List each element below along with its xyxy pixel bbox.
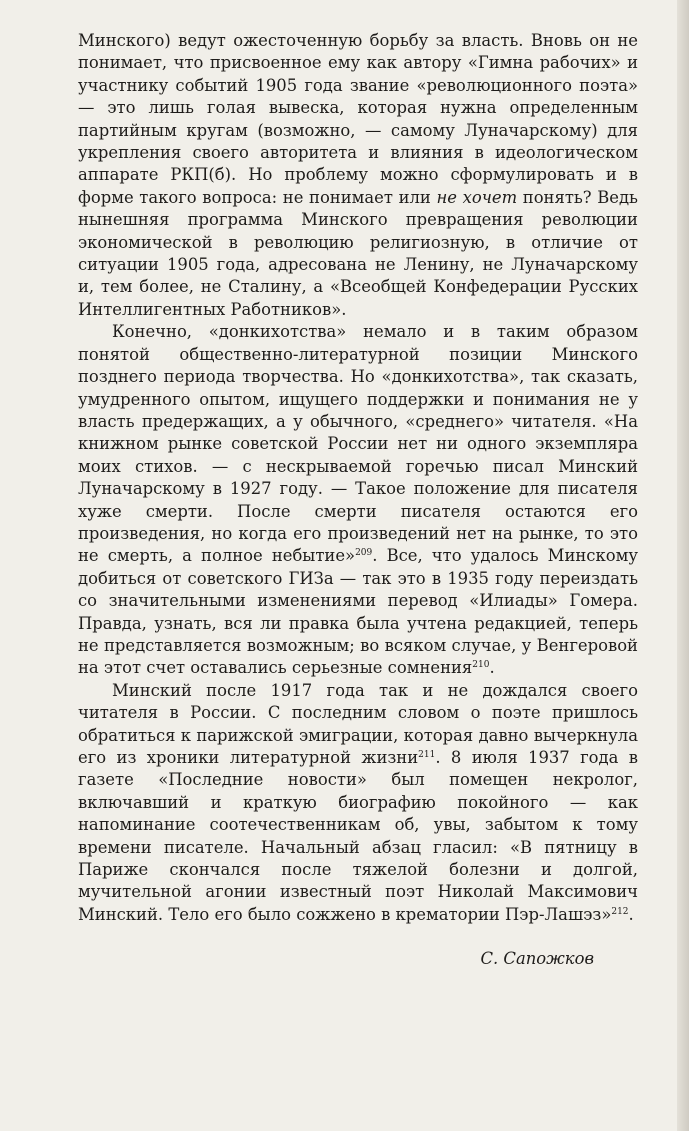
footnote-ref-211[interactable]: 211 <box>418 750 436 760</box>
text-run: Минский после 1917 года так и не дождался своего читателя в России. С последним словом о поэте пришлось обратиться к парижской эмиграции, которая давно вычеркнула его из хроники литературной жизни <box>78 680 638 767</box>
footnote-ref-212[interactable]: 212 <box>611 906 629 917</box>
page-edge <box>677 0 689 1131</box>
article-body <box>78 30 638 970</box>
text-run: . 8 июля 1937 года в газете «Последние новости» был помещен некролог, включавший и краткую биографию покойного — как напоминание соотечественникам об, увы, забытом к тому времени писателе. Начальный абзац гласил: «В пятницу в Париже скончался после тяжелой болезни и долгой, мучительной агонии известный поэт Николай Максимович Минский. Тело его было сожжено в крематории Пэр-Лашэз» <box>78 748 639 924</box>
text-run: Минского) ведут ожесточенную борьбу за власть. Вновь он не понимает, что присвоенное ему как автору «Гимна рабочих» и участнику событий 1905 года звание «революционного поэта» — это лишь голая вывеска, которая нужна определенным партийным кругам (возможно, — самому Луначарскому) для укрепления своего авторитета и влияния в идеологическом аппарате РКП(б). Но проблему можно сформулировать и в форме такого вопроса: не понимает или <box>78 31 638 207</box>
text-run: Конечно, «донкихотства» немало и в таким образом понятой общественно-литературной позиции Минского позднего периода творчества. Но «донкихотства», так сказать, умудренного опытом, ищущего поддержки и понимания не у власть предержащих, а у обычного, «среднего» читателя. «На книжном рынке советской России нет ни одного экземпляра моих стихов. — с нескрываемой горечью писал Минский Луначарскому в 1927 году. — Такое положение для писателя хуже смерти. После смерти писателя остаются его произведения, но когда его произведений нет на рынке, то это не смерть, а полное небытие» <box>78 322 638 566</box>
text-run: . <box>489 658 495 678</box>
text-run: . Все, что удалось Минскому добиться от советского ГИЗа — так это в 1935 году переиздать со значительными изменениями перевод «Илиады» Гомера. Правда, узнать, вся ли правка была учтена редакцией, теперь не представляется возможным; во всяком случае, у Венгеровой на этот счет оставались серьезные сомнения <box>78 546 638 678</box>
emphasis-run: не хочет <box>436 187 518 207</box>
footnote-ref-210[interactable]: 210 <box>472 660 490 671</box>
text-run: понять? Ведь нынешняя программа Минского превращения революции экономической в революцию религиозную, в отличие от ситуации 1905 года, адресована не Ленину, не Луначарскому и, тем более, не Сталину, а «Всеобщей Конфедерации Русских Интеллигентных Работников». <box>78 187 638 319</box>
paragraph-1 <box>78 30 638 321</box>
paragraph-3 <box>78 680 638 926</box>
footnote-ref-209[interactable]: 209 <box>355 548 373 559</box>
author-signature: С. Сапожков <box>480 949 594 969</box>
text-run: . <box>628 904 634 924</box>
paragraph-2 <box>78 321 638 680</box>
